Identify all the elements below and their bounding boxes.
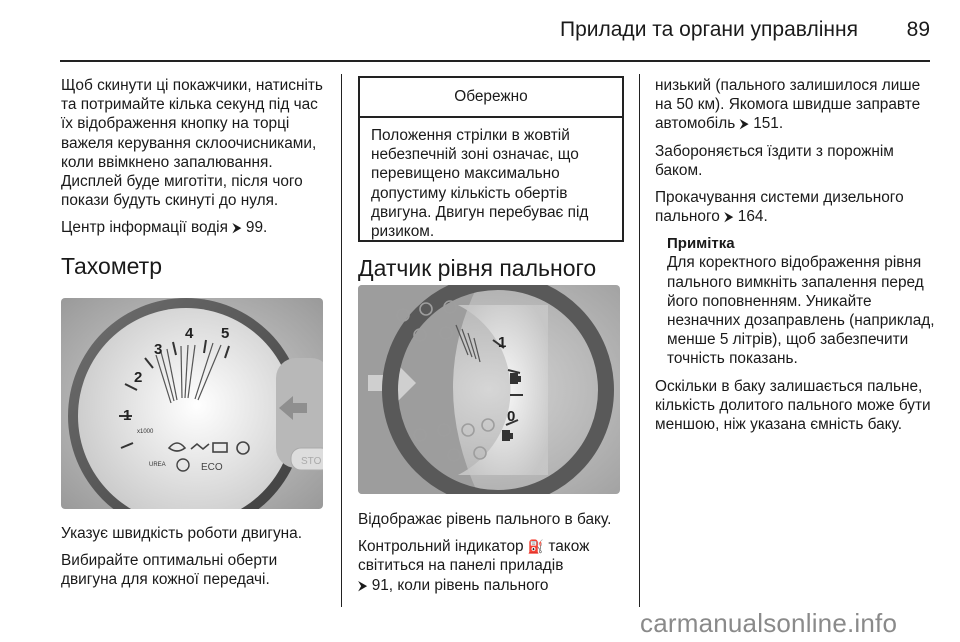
diesel-bleeding-message: Прокачування системи дизельного пального xyxy=(655,189,904,226)
note-block xyxy=(667,234,935,368)
page-reference-arrow-icon: ⮞ xyxy=(232,220,242,236)
fuel-label-full: 1 xyxy=(498,334,507,351)
column-1 xyxy=(61,76,329,298)
header-divider xyxy=(60,60,930,62)
tacho-unit-label: x1000 xyxy=(137,429,154,435)
fuel-caption-1: Відображає рівень пального в баку. xyxy=(358,511,612,528)
column-divider-left xyxy=(341,74,342,607)
driver-info-text: Центр інформації водія xyxy=(61,219,228,237)
tachometer-heading: Тахометр xyxy=(61,252,163,279)
diesel-page-ref[interactable]: 164. xyxy=(737,208,768,226)
diesel-bleeding-text xyxy=(655,188,935,226)
warning-title: Обережно xyxy=(360,78,622,118)
driver-info-reference xyxy=(61,218,329,237)
fuel-caption-2 xyxy=(358,537,628,595)
eco-label: ECO xyxy=(201,462,223,473)
tachometer-photo xyxy=(61,298,323,509)
tacho-label-2: 2 xyxy=(134,369,143,386)
tachometer-caption-2: Вибирайте оптимальні оберти двигуна для кожної передачі. xyxy=(61,552,278,589)
fuel-gauge-illustration xyxy=(358,285,620,494)
tachometer-caption-1: Указує швидкість роботи двигуна. xyxy=(61,525,303,542)
tacho-label-1: 1 xyxy=(123,407,132,424)
page-title: Прилади та органи управління xyxy=(560,18,858,41)
start-label: STO xyxy=(301,456,322,467)
page-header xyxy=(60,0,930,62)
tank-capacity-text: Оскільки в баку залишається пальне, кількість долитого пального може бути меншою, ніж указана ємність баку. xyxy=(655,377,931,434)
indicator-page-ref[interactable]: 91, коли рівень пального xyxy=(371,576,549,594)
tachometer-illustration xyxy=(61,298,323,509)
warning-box xyxy=(358,76,624,242)
reset-instructions: Щоб скинути ці покажчики, натисніть та потримайте кілька секунд під час їх відображення кнопку на торці важеля керування склоочисниками, коли ввімкнено запалювання. Дисплей буде миготіти, після чого покази будуть скинуті до нуля. xyxy=(61,77,323,210)
urea-label: UREA xyxy=(149,462,166,468)
tacho-label-4: 4 xyxy=(185,325,194,342)
warning-body: Положення стрілки в жовтій небезпечній зоні означає, що перевищено максимально допустиму кількість обертів двигуна. Двигун перебуває під ризиком. xyxy=(371,127,589,241)
fuel-label-empty: 0 xyxy=(507,408,516,425)
indicator-text-2: також світиться на панелі приладів xyxy=(358,538,590,575)
page-reference-arrow-icon: ⮞ xyxy=(358,577,368,593)
note-body: Для коректного відображення рівня пального вимкніть запалення перед його поповненням. Уникайте незначних дозаправлень (наприклад, менше 5 літрів), щоб забезпечити точність показань. xyxy=(667,254,935,368)
page-number: 89 xyxy=(906,18,930,41)
column-2-captions xyxy=(358,510,628,603)
empty-tank-warning: Забороняється їздити з порожнім баком. xyxy=(655,142,894,179)
refuel-page-ref[interactable]: 151. xyxy=(753,115,784,133)
indicator-text: Контрольний індикатор xyxy=(358,538,524,556)
low-fuel-message: низький (пального залишилося лише на 50 км). Якомога швидше заправте автомобіль xyxy=(655,77,921,133)
fuel-gauge-heading: Датчик рівня пального xyxy=(358,255,597,281)
fuel-pump-icon: ⛽ xyxy=(527,539,545,555)
note-title: Примітка xyxy=(667,235,735,253)
column-1-captions xyxy=(61,524,329,598)
page-reference-arrow-icon: ⮞ xyxy=(739,116,749,132)
watermark: carmanualsonline.info xyxy=(640,608,898,638)
page-reference-arrow-icon: ⮞ xyxy=(724,209,734,225)
fuel-gauge-photo xyxy=(358,285,620,494)
column-3 xyxy=(655,76,935,442)
tacho-label-5: 5 xyxy=(221,325,230,342)
column-divider-right xyxy=(639,74,640,607)
driver-info-page[interactable]: 99. xyxy=(245,219,268,237)
tacho-label-3: 3 xyxy=(154,341,163,358)
low-fuel-text xyxy=(655,76,935,134)
